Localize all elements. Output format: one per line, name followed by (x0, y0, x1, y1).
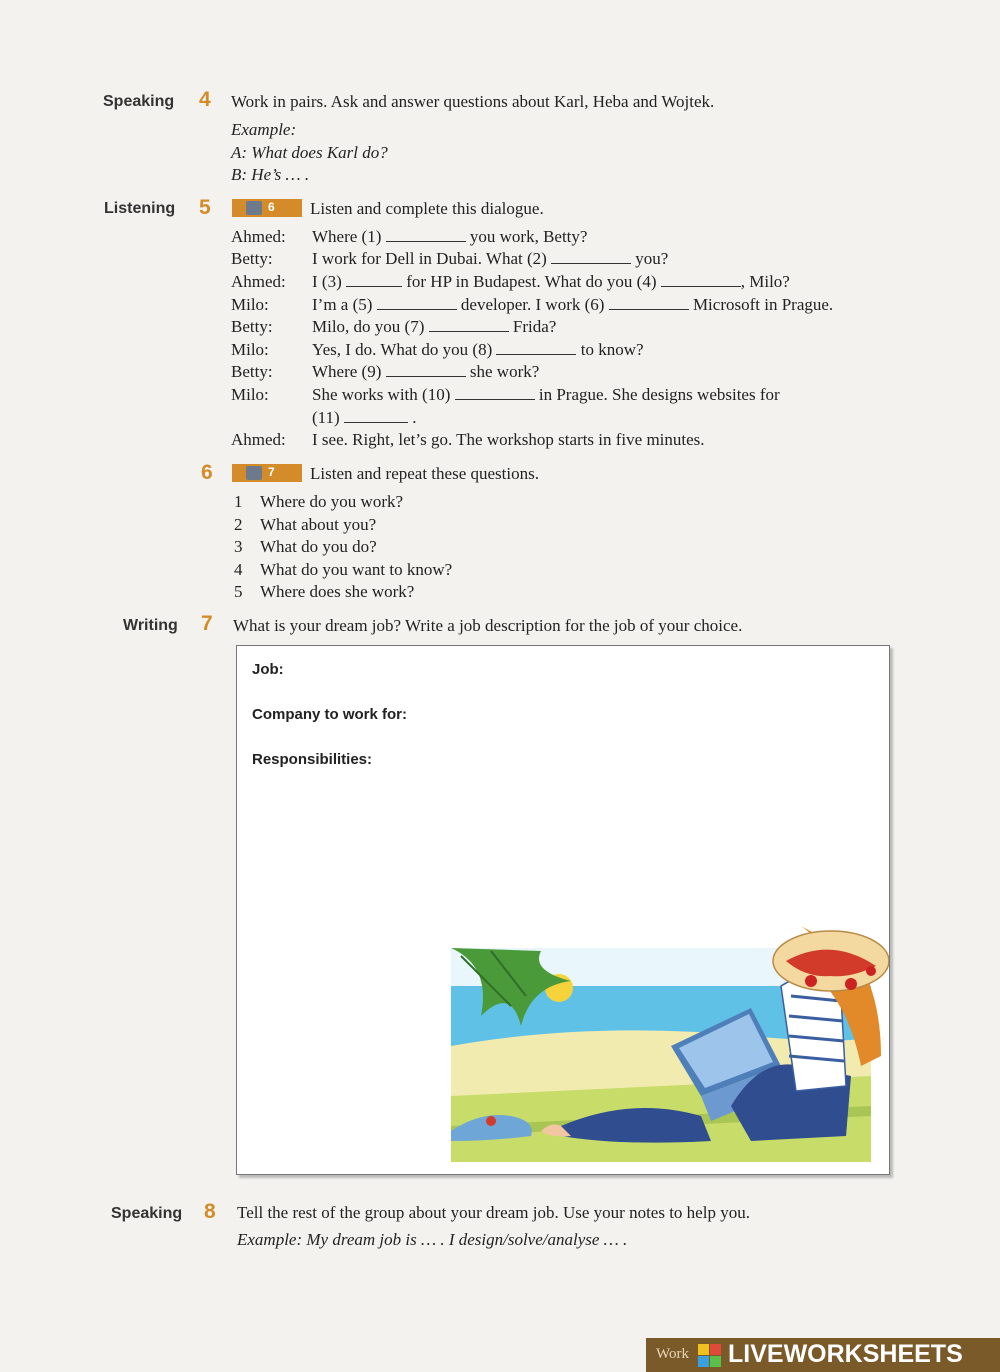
dialogue-line: I see. Right, let’s go. The workshop starts in five minutes. (312, 430, 705, 449)
exercise-number: 6 (201, 461, 213, 484)
dialogue-text: , Milo? (740, 272, 790, 291)
section-label-speaking: Speaking (103, 93, 175, 110)
dialogue-text: Microsoft in Prague. (692, 295, 834, 314)
section-label-speaking: Speaking (111, 1205, 183, 1222)
job-description-box (236, 645, 890, 1175)
dialogue-line (312, 271, 790, 293)
dialogue-text: she work? (469, 362, 540, 381)
dialogue-speaker: Milo: (231, 295, 269, 314)
dialogue-text: you? (635, 249, 669, 268)
example-line: Example: My dream job is … . I design/solve/analyse … . (237, 1230, 628, 1249)
question-text: Where does she work? (260, 582, 415, 601)
blank-1[interactable] (386, 227, 466, 242)
section-label-writing: Writing (123, 617, 178, 634)
dialogue-line (312, 294, 833, 316)
question-text: What about you? (260, 515, 377, 534)
responsibilities-label: Responsibilities: (252, 751, 373, 768)
dialogue-speaker: Ahmed: (231, 272, 286, 291)
dialogue-text: you work, Betty? (469, 227, 588, 246)
dialogue-line (312, 339, 644, 361)
dialogue-text: for HP in Budapest. What do you (4) (406, 272, 661, 291)
cd-icon (246, 201, 262, 215)
section-label-listening: Listening (104, 200, 176, 217)
question-number: 1 (234, 492, 243, 511)
exercise-instruction: Tell the rest of the group about your dream job. Use your notes to help you. (237, 1203, 750, 1222)
dialogue-text: (11) (312, 408, 344, 427)
dialogue-text: developer. I work (6) (460, 295, 609, 314)
audio-track-badge[interactable] (232, 199, 302, 217)
dialogue-text: Frida? (512, 317, 557, 336)
job-label: Job: (252, 661, 284, 678)
dialogue-text: Milo, do you (7) (312, 317, 429, 336)
dialogue-speaker: Milo: (231, 385, 269, 404)
blank-2[interactable] (551, 249, 631, 264)
footer-work-text: Work (656, 1346, 689, 1362)
dialogue-text: Where (1) (312, 227, 386, 246)
dialogue-line (312, 407, 416, 429)
track-number: 7 (268, 465, 275, 479)
exercise-instruction: What is your dream job? Write a job description for the job of your choice. (233, 616, 743, 635)
blank-9[interactable] (386, 362, 466, 377)
exercise-instruction: Listen and repeat these questions. (310, 464, 539, 483)
dialogue-text: . (412, 408, 417, 427)
dialogue-text: I (3) (312, 272, 346, 291)
liveworksheets-logo-icon (698, 1344, 722, 1368)
example-line: A: What does Karl do? (231, 143, 388, 162)
dialogue-text: to know? (580, 340, 644, 359)
question-text: Where do you work? (260, 492, 404, 511)
audio-track-badge[interactable] (232, 464, 302, 482)
beach-illustration (451, 926, 889, 1162)
example-label: Example: (231, 120, 297, 139)
dialogue-line (312, 384, 780, 406)
track-number: 6 (268, 200, 275, 214)
dialogue-line (312, 248, 668, 270)
exercise-instruction: Listen and complete this dialogue. (310, 199, 544, 218)
exercise-number: 5 (199, 196, 211, 219)
exercise-number: 4 (199, 88, 211, 111)
cd-icon (246, 466, 262, 480)
example-line: B: He’s … . (231, 165, 310, 184)
dialogue-speaker: Milo: (231, 340, 269, 359)
exercise-number: 7 (201, 612, 213, 635)
dialogue-text: Yes, I do. What do you (8) (312, 340, 497, 359)
dialogue-speaker: Betty: (231, 317, 273, 336)
question-number: 4 (234, 560, 243, 579)
footer-bar (646, 1338, 1000, 1372)
dialogue-speaker: Betty: (231, 362, 273, 381)
dialogue-speaker: Betty: (231, 249, 273, 268)
blank-4[interactable] (661, 272, 741, 287)
question-number: 2 (234, 515, 243, 534)
dialogue-line (312, 316, 556, 338)
question-text: What do you do? (260, 537, 377, 556)
blank-6[interactable] (609, 295, 689, 310)
exercise-number: 8 (204, 1200, 216, 1223)
footer-brand[interactable]: LIVEWORKSHEETS (728, 1340, 963, 1368)
blank-10[interactable] (455, 385, 535, 400)
dialogue-speaker: Ahmed: (231, 227, 286, 246)
blank-8[interactable] (496, 340, 576, 355)
dialogue-text: I’m a (5) (312, 295, 377, 314)
blank-3[interactable] (346, 272, 402, 287)
blank-5[interactable] (377, 295, 457, 310)
dialogue-text: I work for Dell in Dubai. What (2) (312, 249, 552, 268)
dialogue-text: in Prague. She designs websites for (538, 385, 780, 404)
dialogue-text: She works with (10) (312, 385, 455, 404)
question-number: 5 (234, 582, 243, 601)
question-text: What do you want to know? (260, 560, 453, 579)
blank-11[interactable] (344, 408, 408, 423)
dialogue-speaker: Ahmed: (231, 430, 286, 449)
blank-7[interactable] (429, 317, 509, 332)
exercise-instruction: Work in pairs. Ask and answer questions about Karl, Heba and Wojtek. (231, 92, 715, 111)
dialogue-line (312, 226, 587, 248)
company-label: Company to work for: (252, 706, 408, 723)
dialogue-text: Where (9) (312, 362, 386, 381)
question-number: 3 (234, 537, 243, 556)
dialogue-line (312, 361, 539, 383)
